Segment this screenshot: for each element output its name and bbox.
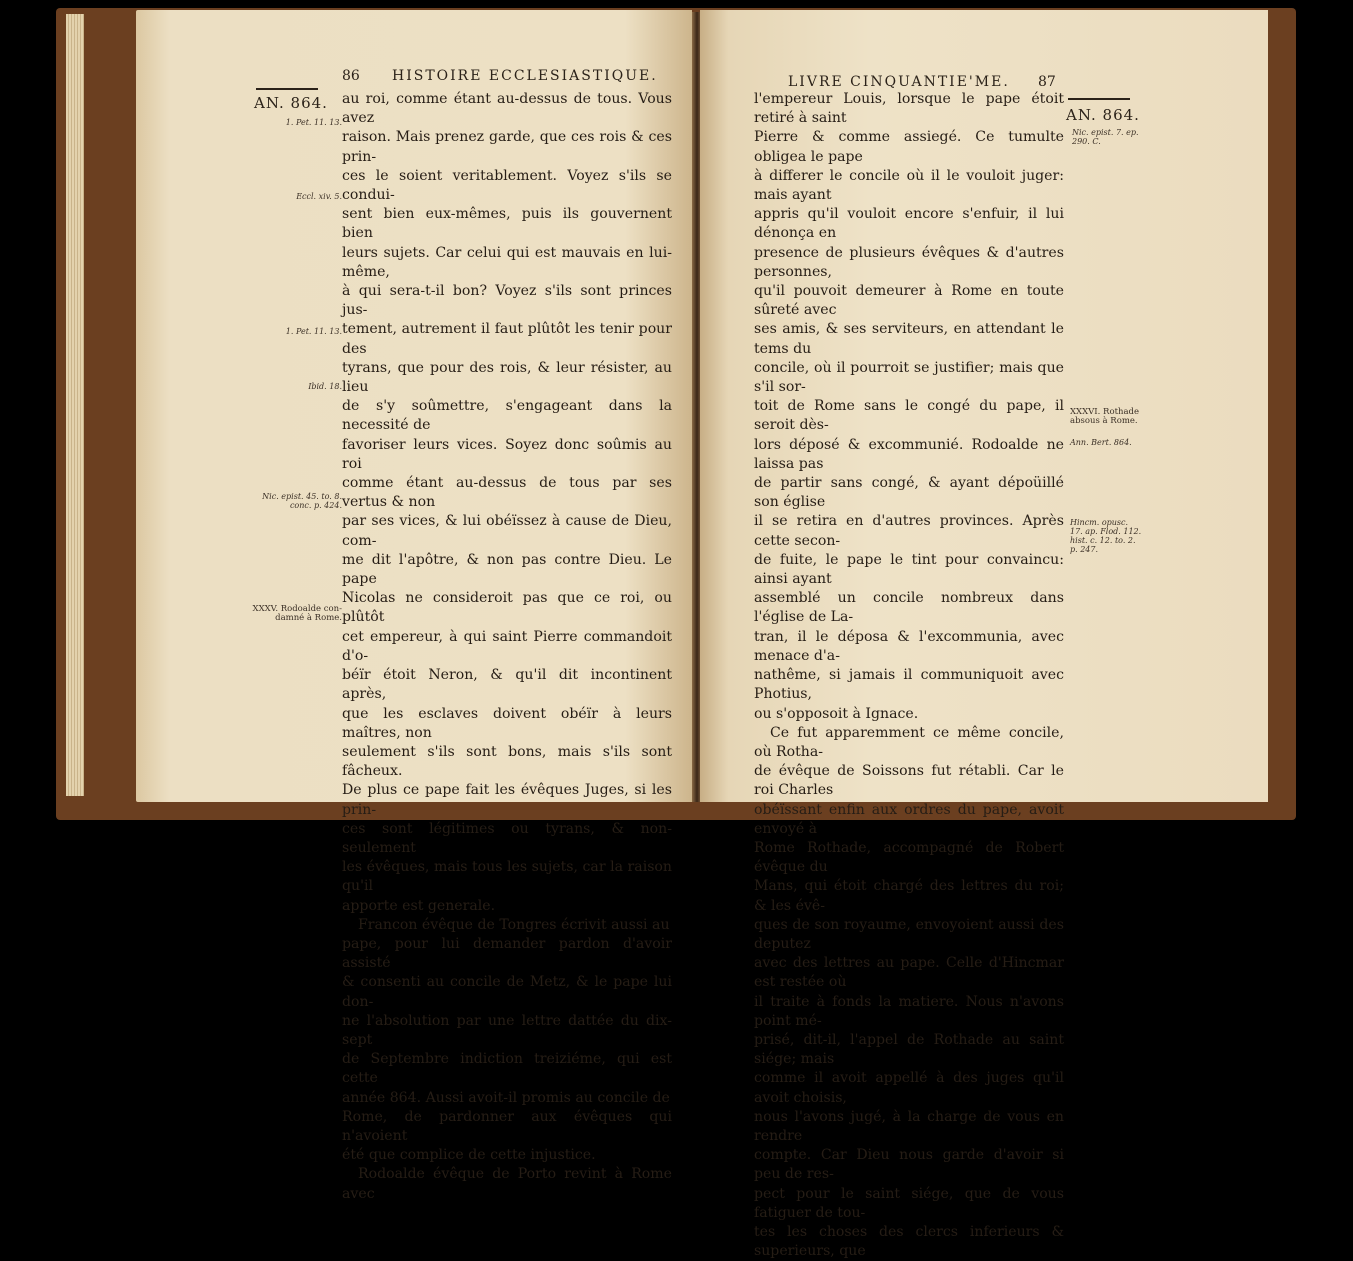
text-line: ques de son royaume, envoyoient aussi des deputez	[754, 916, 1064, 952]
right-page	[700, 10, 1268, 1260]
text-line: comme étant au-dessus de tous par ses vertus & non	[342, 475, 672, 511]
left-year-label: AN. 864.	[254, 94, 328, 112]
text-line: béïr étoit Neron, & qu'il dit incontinent après,	[342, 667, 672, 703]
text-line: obéïssant enfin aux ordres du pape, avoit envoyé à	[754, 801, 1064, 837]
text-line: concile, où il pourroit se justifier; mais que s'il sor-	[754, 359, 1064, 396]
left-margin-note-1: 1. Pet. 11. 13.	[285, 118, 342, 127]
text-line: l'empereur Louis, lorsque le pape étoit retiré à saint	[754, 91, 1064, 127]
text-line: de Septembre indiction treiziéme, qui est cette	[342, 1051, 672, 1087]
text-line: nathême, si jamais il communiquoit avec Photius,	[754, 667, 1064, 703]
left-page-number: 86	[342, 68, 360, 84]
right-margin-note-3: Ann. Bert. 864.	[1070, 438, 1132, 447]
right-margin-note-4: Hincm. opusc. 17. ap. Flod. 112. hist. c. 12. to. 2. p. 247.	[1070, 518, 1142, 554]
text-line: appris qu'il vouloit encore s'enfuir, il lui dénonça en	[754, 206, 1064, 242]
left-body-text	[342, 90, 672, 1204]
text-line: à differer le concile où il le vouloit juger: mais ayant	[754, 167, 1064, 204]
text-line: ces le soient veritablement. Voyez s'ils se condui-	[342, 167, 672, 204]
text-line: De plus ce pape fait les évêques Juges, si les prin-	[342, 782, 672, 818]
text-line: Nicolas ne consideroit pas que ce roi, ou plûtôt	[342, 590, 672, 626]
left-year-rule	[256, 88, 318, 90]
text-line: de évêque de Soissons fut rétabli. Car le roi Charles	[754, 763, 1064, 799]
left-margin-note-6: XXXV. Rodoalde con-damné à Rome.	[252, 604, 342, 623]
text-line: au roi, comme étant au-dessus de tous. Vous avez	[342, 91, 672, 127]
text-line: année 864. Aussi avoit-il promis au concile de	[342, 1089, 670, 1106]
text-line: ne l'absolution par une lettre dattée du dix-sept	[342, 1012, 672, 1048]
text-line: pect pour le saint siége, que de vous fatiguer de tou-	[754, 1185, 1064, 1221]
text-line: que les esclaves doivent obéïr à leurs maîtres, non	[342, 705, 672, 741]
page-edges	[66, 14, 84, 796]
text-line: à qui sera-t-il bon? Voyez s'ils sont princes jus-	[342, 283, 672, 319]
text-line: Rodoalde évêque de Porto revint à Rome avec	[342, 1166, 672, 1202]
text-line: Pierre & comme assiegé. Ce tumulte obligea le pape	[754, 129, 1064, 165]
text-line: ou s'opposoit à Ignace.	[754, 705, 919, 722]
text-line: tran, il le déposa & l'excommunia, avec menace d'a-	[754, 628, 1064, 664]
text-line: lors déposé & excommunié. Rodoalde ne laissa pas	[754, 436, 1064, 472]
text-line: assemblé un concile nombreux dans l'église de La-	[754, 590, 1064, 626]
text-line: tement, autrement il faut plûtôt les tenir pour des	[342, 321, 672, 357]
text-line: raison. Mais prenez garde, que ces rois & ces prin-	[342, 129, 672, 165]
text-line: ses amis, & ses serviteurs, en attendant le tems du	[754, 321, 1064, 357]
text-line: me dit l'apôtre, & non pas contre Dieu. Le pape	[342, 551, 672, 588]
text-line: leurs sujets. Car celui qui est mauvais en lui-même,	[342, 244, 672, 280]
text-line: il traite à fonds la matiere. Nous n'avons point mé-	[754, 993, 1064, 1029]
text-line: tes les choses des clercs inferieurs & superieurs, que	[754, 1223, 1064, 1260]
text-line: seulement s'ils sont bons, mais s'ils sont fâcheux.	[342, 743, 672, 780]
left-running-head: HISTOIRE ECCLESIASTIQUE.	[392, 68, 658, 84]
text-line: & consenti au concile de Metz, & le pape lui don-	[342, 974, 672, 1010]
text-line: compte. Car Dieu nous garde d'avoir si peu de res-	[754, 1147, 1064, 1183]
text-line: Francon évêque de Tongres écrivit aussi au	[358, 916, 670, 933]
text-line: par ses vices, & lui obéïssez à cause de Dieu, com-	[342, 513, 672, 549]
left-page	[136, 10, 692, 1202]
left-margin-note-4: Ibid. 18.	[308, 382, 342, 391]
text-line: été que complice de cette injustice.	[342, 1147, 596, 1164]
text-line: ces sont légitimes ou tyrans, & non-seulement	[342, 820, 672, 856]
text-line: toit de Rome sans le congé du pape, il seroit dès-	[754, 398, 1064, 434]
text-line: les évêques, mais tous les sujets, car la raison qu'il	[342, 859, 672, 895]
right-margin-note-1: Nic. epist. 7. ep. 290. C.	[1072, 128, 1139, 146]
left-margin-note-3: 1. Pet. 11. 13.	[285, 327, 342, 336]
text-line: tyrans, que pour des rois, & leur résister, au lieu	[342, 359, 672, 396]
left-margin-note-5: Nic. epist. 45. to. 8. conc. p. 424.	[262, 492, 342, 510]
right-year-label: AN. 864.	[1066, 106, 1140, 124]
right-body-text	[754, 90, 1064, 1261]
text-line: avec des lettres au pape. Celle d'Hincmar est restée où	[754, 955, 1064, 991]
text-line: apporte est generale.	[342, 897, 496, 914]
right-running-head: LIVRE CINQUANTIE'ME.	[788, 74, 1010, 90]
text-line: presence de plusieurs évêques & d'autres personnes,	[754, 244, 1064, 280]
right-page-number: 87	[1038, 74, 1056, 90]
text-line: nous l'avons jugé, à la charge de vous en rendre	[754, 1108, 1064, 1144]
text-line: Mans, qui étoit chargé des lettres du roi; & les évê-	[754, 878, 1064, 914]
text-line: Ce fut apparemment ce même concile, où Rotha-	[754, 724, 1064, 760]
text-line: pape, pour lui demander pardon d'avoir assisté	[342, 935, 672, 972]
text-line: favoriser leurs vices. Soyez donc soûmis au roi	[342, 436, 672, 472]
text-line: de s'y soûmettre, s'engageant dans la necessité de	[342, 398, 672, 434]
left-margin-note-2: Eccl. xiv. 5.	[296, 192, 342, 201]
right-margin-note-2: XXXVI. Rothade absous à Rome.	[1070, 407, 1140, 426]
text-line: sent bien eux-mêmes, puis ils gouvernent bien	[342, 206, 672, 242]
text-line: qu'il pouvoit demeurer à Rome en toute sûreté avec	[754, 283, 1064, 319]
text-line: de partir sans congé, & ayant dépoüillé son église	[754, 475, 1064, 511]
text-line: il se retira en d'autres provinces. Après cette secon-	[754, 513, 1064, 549]
text-line: de fuite, le pape le tint pour convaincu: ainsi ayant	[754, 551, 1064, 588]
text-line: cet empereur, à qui saint Pierre commandoit d'o-	[342, 628, 672, 664]
text-line: Rome, de pardonner aux évêques qui n'avoient	[342, 1108, 672, 1144]
text-line: Rome Rothade, accompagné de Robert évêque du	[754, 839, 1064, 876]
right-year-rule	[1068, 98, 1130, 100]
text-line: comme il avoit appellé à des juges qu'il avoit choisis,	[754, 1070, 1064, 1106]
text-line: prisé, dit-il, l'appel de Rothade au saint siége; mais	[754, 1031, 1064, 1068]
